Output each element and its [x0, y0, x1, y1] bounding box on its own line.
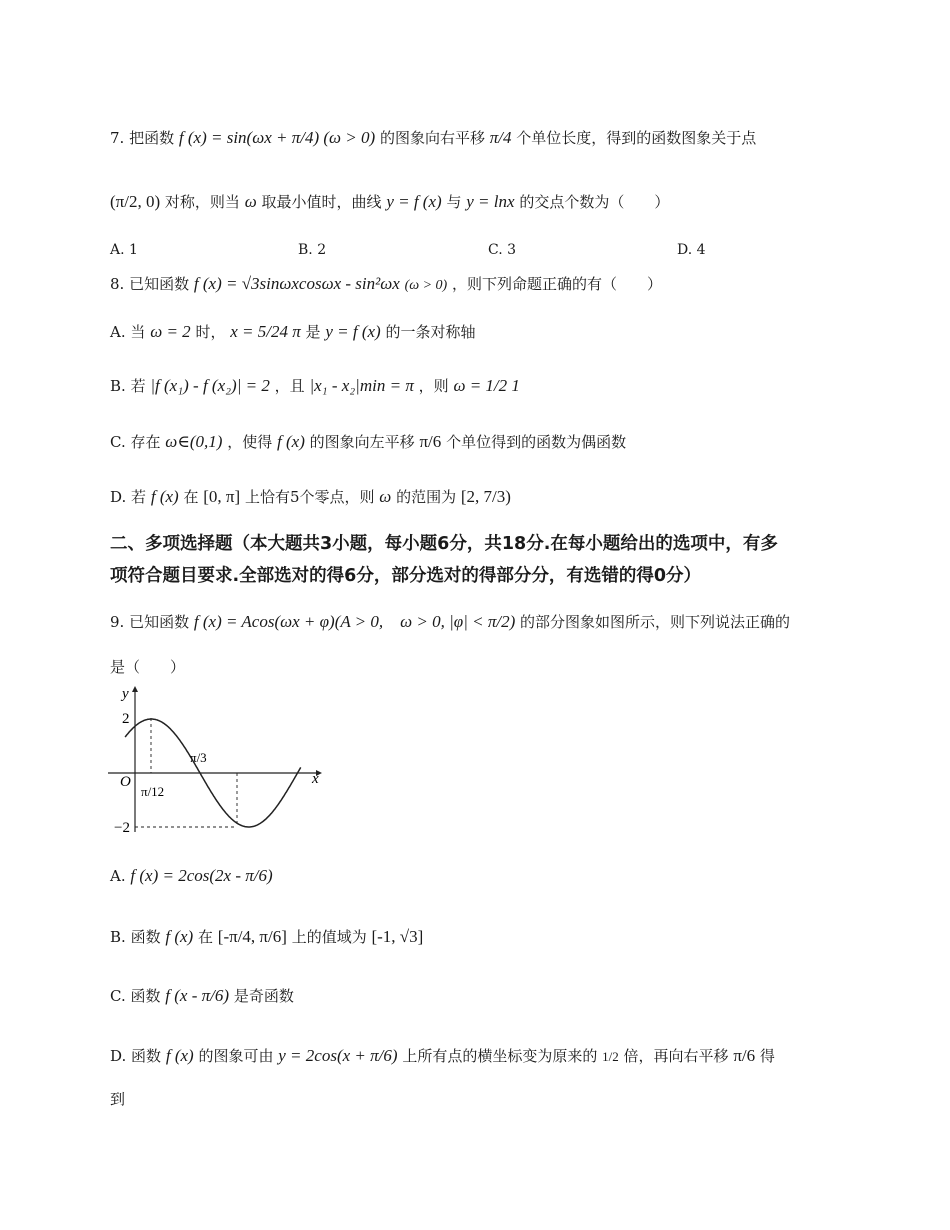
q9-d-t5: 得 [759, 1047, 775, 1065]
q9-b-expr2: [-π/4, π/6] [217, 927, 287, 946]
q9-b-expr1: f (x) [165, 927, 194, 946]
q9-c-t2: 是奇函数 [233, 987, 294, 1005]
q8-option-b [110, 376, 520, 396]
peak-x-label: π/12 [141, 784, 165, 799]
q9-d-t2: 的图象可由 [198, 1047, 274, 1065]
q9-b-t3: 上的值域为 [291, 928, 367, 946]
q8-a-t3: 是 [305, 323, 321, 341]
q8-condition: (ω > 0) [404, 278, 448, 293]
q8-number: 8. [110, 275, 125, 293]
q9-a-label: A. [110, 867, 126, 885]
q7-intro: 把函数 [129, 129, 175, 147]
q7-curve1: y = f (x) [386, 192, 442, 211]
y-axis-arrow-icon [132, 686, 138, 692]
x-axis-label: x [312, 771, 319, 787]
q9-d-label: D. [110, 1047, 127, 1065]
q8-tail: ，则下列命题正确的有（ ） [452, 275, 663, 293]
q8-c-t3: 的图象向左平移 [309, 433, 415, 451]
q8-d-expr3: [2, 7/3) [460, 487, 511, 506]
q8-b-t2: ，且 [274, 377, 305, 395]
q9-b-expr3: [-1, √3] [371, 927, 424, 946]
y-axis-label: y [122, 686, 129, 702]
q8-b-expr1: |f (x₁) - f (x₂)| = 2 [150, 376, 270, 395]
q7-function: f (x) = sin(ωx + π/4) (ω > 0) [178, 128, 376, 147]
q9-d-expr1: f (x) [165, 1046, 194, 1065]
q8-d-t4: 的范围为 [396, 488, 457, 506]
q8-a-x: x = 5/24 π [230, 322, 301, 341]
q7-mid: 的图象向右平移 [379, 129, 485, 147]
q9-graph [100, 682, 330, 834]
q9-option-d-continued: 到 [110, 1090, 126, 1108]
q8-b-expr2: |x₁ - x₂|min = π [309, 376, 414, 395]
q8-a-t1: 当 [130, 323, 146, 341]
q8-d-expr1: f (x) [150, 487, 179, 506]
q7-curve2: y = lnx [466, 192, 515, 211]
q9-c-t1: 函数 [130, 987, 161, 1005]
q7-option-a: A. 1 [110, 242, 138, 258]
q8-c-t1: 存在 [130, 433, 161, 451]
q9-b-t2: 在 [198, 928, 214, 946]
q8-c-expr2: f (x) [277, 432, 305, 451]
q8-d-t3: 上恰有5个零点，则 [244, 488, 375, 506]
y-min-label: −2 [114, 820, 130, 834]
q9-option-c [110, 986, 294, 1006]
q8-d-expr2: [0, π] [203, 487, 241, 506]
q7-option-d: D. 4 [677, 242, 706, 258]
q7-line2 [110, 192, 669, 212]
q9-intro: 已知函数 [129, 613, 190, 631]
q9-d-t3: 上所有点的横坐标变为原来的 [402, 1047, 598, 1065]
q8-option-c [110, 432, 626, 452]
q8-function: f (x) = √3sinωxcosωx - sin²ωx [193, 274, 400, 293]
q8-d-omega: ω [379, 487, 392, 506]
q9-d-expr2: y = 2cos(x + π/6) [278, 1046, 398, 1065]
q7-line2-b: 取最小值时，曲线 [261, 193, 382, 211]
q8-c-t2: ，使得 [227, 433, 273, 451]
q8-stem [110, 274, 662, 295]
q8-a-y: y = f (x) [325, 322, 381, 341]
q8-d-t2: 在 [183, 488, 199, 506]
q8-c-t4: 个单位得到的函数为偶函数 [446, 433, 627, 451]
y-max-label: 2 [122, 711, 130, 727]
q9-tail: 的部分图象如图所示，则下列说法正确的 [520, 613, 791, 631]
section2-heading-line2: 项符合题目要求.全部选对的得6分，部分选对的得部分分，有选错的得0分） [110, 566, 701, 586]
q8-d-t1: 若 [131, 488, 147, 506]
q9-d-t1: 函数 [131, 1047, 162, 1065]
q7-line2-a: 对称，则当 [164, 193, 240, 211]
q8-b-t3: ，则 [418, 377, 449, 395]
q8-b-label: B. [110, 377, 126, 395]
q9-d-frac: π/6 [733, 1046, 756, 1065]
q9-c-expr1: f (x - π/6) [165, 986, 230, 1005]
q8-a-label: A. [110, 323, 126, 341]
q9-stem [110, 612, 790, 632]
q7-option-b: B. 2 [298, 242, 327, 258]
q8-intro: 已知函数 [129, 275, 190, 293]
q8-d-label: D. [110, 488, 127, 506]
q8-a-t2: 时， [195, 323, 226, 341]
q7-shift: π/4 [489, 128, 512, 147]
zero-x-label: π/3 [190, 750, 207, 765]
q9-a-expr: f (x) = 2cos(2x - π/6) [130, 866, 273, 885]
q8-c-frac: π/6 [419, 432, 442, 451]
q8-a-omega: ω = 2 [150, 322, 191, 341]
q8-a-t4: 的一条对称轴 [385, 323, 476, 341]
q9-c-label: C. [110, 987, 126, 1005]
q9-b-t1: 函数 [130, 928, 161, 946]
q8-option-a [110, 322, 476, 342]
q7-point: (π/2, 0) [110, 192, 161, 211]
q9-stem-line2: 是（ ） [110, 658, 186, 676]
q9-option-b [110, 927, 423, 947]
q9-d-half: 1/2 [602, 1049, 619, 1064]
origin-label: O [120, 774, 131, 790]
q8-b-expr3: ω = 1/2 1 [453, 376, 520, 395]
q8-option-d [110, 487, 511, 507]
q9-function: f (x) = Acos(ωx + φ)(A > 0, ω > 0, |φ| < π/2) [193, 612, 516, 631]
section2-heading-line1: 二、多项选择题（本大题共3小题，每小题6分，共18分.在每小题给出的选项中，有多 [110, 534, 778, 554]
q9-d-t4: 倍，再向右平移 [623, 1047, 729, 1065]
q7-line1 [110, 128, 756, 148]
q8-c-label: C. [110, 433, 126, 451]
q8-b-t1: 若 [130, 377, 146, 395]
q7-omega: ω [244, 192, 257, 211]
q9-option-d [110, 1046, 775, 1066]
q7-line2-d: 的交点个数为（ ） [519, 193, 670, 211]
q7-number: 7. [110, 129, 125, 147]
q9-b-label: B. [110, 928, 126, 946]
q7-option-c: C. 3 [488, 242, 517, 258]
q7-tail: 个单位长度，得到的函数图象关于点 [516, 129, 757, 147]
q9-option-a [110, 866, 273, 886]
q7-line2-c: 与 [446, 193, 462, 211]
q8-c-expr1: ω∈(0,1) [165, 432, 223, 451]
q9-number: 9. [110, 613, 125, 631]
